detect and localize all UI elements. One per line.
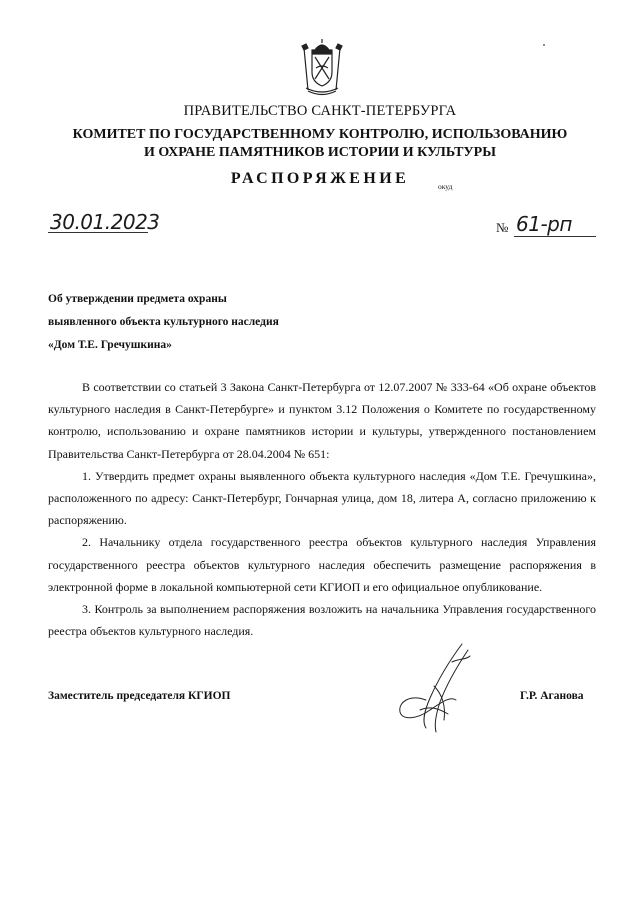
body-item-2: 2. Начальнику отдела государственного реестра объектов культурного наследия Управления государственного реестра объектов культурного наследия обеспечить размещение распоряжения в электронной форме в локальной компьютерной сети КГИОП и его официальное опубликование. bbox=[48, 535, 596, 594]
subject-line1: Об утверждении предмета охраны bbox=[48, 293, 227, 305]
body-item-3: 3. Контроль за выполнением распоряжения возложить на начальника Управления государственного реестра объектов культурного наследия. bbox=[48, 602, 596, 639]
number-underline bbox=[514, 236, 596, 237]
body-item-1: 1. Утвердить предмет охраны выявленного объекта культурного наследия «Дом Т.Е. Гречушкина», расположенного по адресу: Санкт-Петербург, Гончарная улица, дом 18, литера А, согласно приложению к распоряжению. bbox=[48, 468, 596, 528]
committee-title-line2: И ОХРАНЕ ПАМЯТНИКОВ ИСТОРИИ И КУЛЬТУРЫ bbox=[144, 145, 496, 160]
government-title: ПРАВИТЕЛЬСТВО САНКТ-ПЕТЕРБУРГА bbox=[183, 103, 457, 119]
document-body bbox=[48, 376, 596, 642]
committee-title-line1: КОМИТЕТ ПО ГОСУДАРСТВЕННОМУ КОНТРОЛЮ, ИСПОЛЬЗОВАНИЮ bbox=[72, 127, 568, 142]
committee-title bbox=[0, 126, 640, 162]
handwritten-signature-icon bbox=[390, 640, 480, 735]
subject-line2: выявленного объекта культурного наследия bbox=[48, 316, 279, 328]
document-date: 30.01.2023 bbox=[50, 210, 160, 234]
coat-of-arms-icon bbox=[298, 38, 346, 98]
okud-label: окуд bbox=[438, 182, 453, 191]
document-subject bbox=[48, 288, 279, 357]
signatory-position: Заместитель председателя КГИОП bbox=[48, 690, 231, 702]
document-number: 61-рп bbox=[516, 212, 572, 236]
scan-speck bbox=[543, 44, 545, 46]
body-intro: В соответствии со статьей 3 Закона Санкт-Петербурга от 12.07.2007 № 333-64 «Об охране объектов культурного наследия в Санкт-Петербурге» и пунктом 3.12 Положения о Комитете по государственному контролю, использованию и охране памятников истории и культуры, утвержденного постановлением Правительства Санкт-Петербурга от 28.04.2004 № 651: bbox=[48, 380, 596, 461]
document-type-title: РАСПОРЯЖЕНИЕ bbox=[230, 170, 410, 187]
number-sign: № bbox=[496, 220, 509, 235]
date-underline bbox=[48, 232, 148, 233]
signatory-name: Г.Р. Аганова bbox=[520, 690, 584, 702]
subject-line3: «Дом Т.Е. Гречушкина» bbox=[48, 339, 172, 351]
